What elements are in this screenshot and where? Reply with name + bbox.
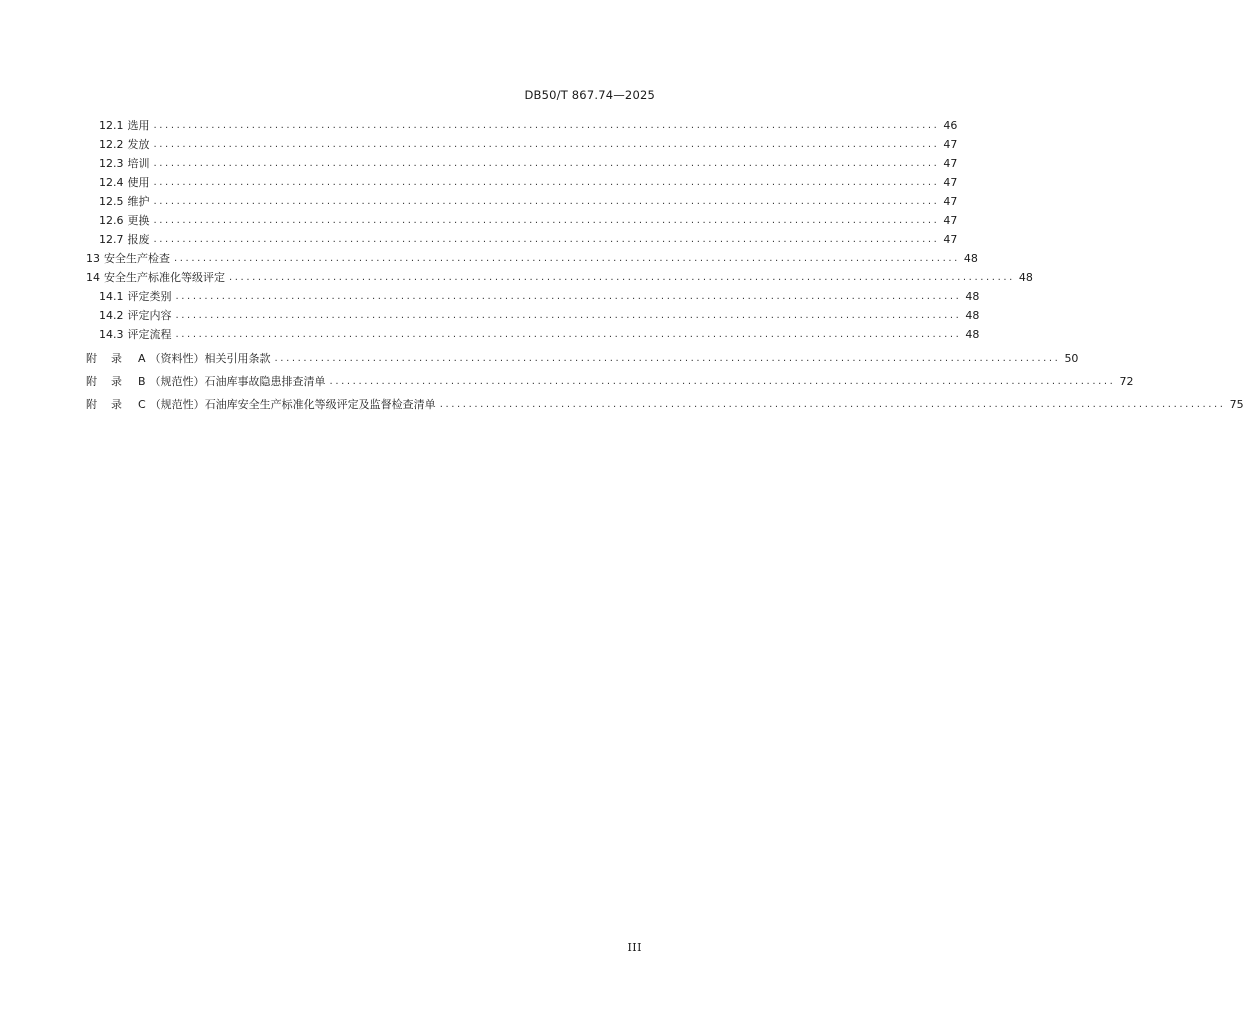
toc-entry[interactable] — [0, 192, 958, 211]
toc-entry[interactable] — [0, 154, 958, 173]
toc-entry-page: 47 — [943, 214, 958, 227]
toc-entry-title: 更换 — [127, 214, 150, 227]
toc-entry-title: 评定流程 — [127, 328, 172, 341]
toc-entry-number: 12.3 — [99, 157, 124, 170]
toc-dot-leader: ........................................................................................................................................ — [153, 120, 940, 131]
toc-entry-number: 14.3 — [99, 328, 124, 341]
toc-annex-prefix-char: 录 — [111, 375, 122, 388]
toc-entry-number: 14 — [86, 271, 100, 284]
toc-entry-title: 安全生产检查 — [104, 252, 170, 265]
toc-entry-page: 48 — [963, 252, 978, 265]
toc-entry[interactable] — [0, 287, 980, 306]
toc-dot-leader: ........................................................................................................................................ — [229, 272, 1015, 283]
toc-entry[interactable] — [0, 268, 1033, 287]
toc-entry-number: 14.2 — [99, 309, 124, 322]
table-of-contents — [0, 116, 1244, 416]
toc-entry-page: 47 — [943, 157, 958, 170]
toc-entry-number: 13 — [86, 252, 100, 265]
toc-entry-page: 47 — [943, 233, 958, 246]
toc-entry-number: 12.4 — [99, 176, 124, 189]
toc-annex-entry[interactable] — [0, 370, 1134, 393]
toc-entry-number: 14.1 — [99, 290, 124, 303]
toc-entry[interactable] — [0, 173, 958, 192]
toc-dot-leader: ........................................................................................................................................ — [439, 399, 1226, 410]
toc-annex-title: 石油库事故隐患排查清单 — [204, 375, 326, 388]
toc-annex-letter: A — [138, 352, 146, 365]
toc-entry[interactable] — [0, 211, 958, 230]
toc-entry-page: 47 — [943, 195, 958, 208]
toc-entry[interactable] — [0, 116, 958, 135]
toc-entry[interactable] — [0, 249, 978, 268]
toc-dot-leader: ........................................................................................................................................ — [329, 376, 1116, 387]
toc-entry-page: 72 — [1119, 375, 1134, 388]
toc-annex-letter: B — [138, 375, 146, 388]
toc-entry-page: 48 — [965, 290, 980, 303]
toc-entry-page: 46 — [943, 119, 958, 132]
toc-dot-leader: ........................................................................................................................................ — [274, 353, 1061, 364]
toc-entry-title: 发放 — [127, 138, 150, 151]
toc-entry[interactable] — [0, 306, 980, 325]
toc-annex-prefix-char: 附 — [86, 398, 97, 411]
toc-entry-page: 47 — [943, 138, 958, 151]
toc-annex-prefix-char: 录 — [111, 398, 122, 411]
toc-entry-title: 评定类别 — [127, 290, 172, 303]
toc-annex-prefix — [86, 347, 122, 370]
toc-entry-title: 选用 — [127, 119, 150, 132]
page-folio: III — [627, 941, 642, 954]
toc-entry-number: 12.1 — [99, 119, 124, 132]
toc-entry[interactable] — [0, 325, 980, 344]
toc-dot-leader: ........................................................................................................................................ — [175, 310, 962, 321]
toc-annex-prefix-char: 附 — [86, 375, 97, 388]
toc-dot-leader: ........................................................................................................................................ — [153, 158, 940, 169]
toc-entry-title: 评定内容 — [127, 309, 172, 322]
toc-entry-page: 48 — [965, 328, 980, 341]
toc-entry-title: 安全生产标准化等级评定 — [104, 271, 225, 284]
toc-entry-title: 培训 — [127, 157, 150, 170]
toc-entry-page: 48 — [965, 309, 980, 322]
toc-entry-page: 48 — [1018, 271, 1033, 284]
toc-annex-prefix-char: 录 — [111, 352, 122, 365]
toc-annex-title: 石油库安全生产标准化等级评定及监督检查清单 — [204, 398, 436, 411]
toc-dot-leader: ........................................................................................................................................ — [153, 139, 940, 150]
toc-annex-prefix — [86, 393, 122, 416]
toc-dot-leader: ........................................................................................................................................ — [153, 215, 940, 226]
toc-entry-page: 50 — [1064, 352, 1079, 365]
toc-annex-nature: （规范性） — [149, 375, 205, 388]
toc-annex-prefix — [86, 370, 122, 393]
toc-annex-title: 相关引用条款 — [204, 352, 271, 365]
toc-annex-nature: （规范性） — [149, 398, 205, 411]
toc-entry-title: 维护 — [127, 195, 150, 208]
toc-annex-nature: （资料性） — [149, 352, 205, 365]
toc-annex-prefix-char: 附 — [86, 352, 97, 365]
toc-entry-number: 12.5 — [99, 195, 124, 208]
toc-entry-number: 12.2 — [99, 138, 124, 151]
toc-entry-page: 75 — [1229, 398, 1244, 411]
toc-entry-number: 12.7 — [99, 233, 124, 246]
toc-dot-leader: ........................................................................................................................................ — [175, 329, 962, 340]
toc-entry-number: 12.6 — [99, 214, 124, 227]
toc-annex-entry[interactable] — [0, 393, 1244, 416]
toc-annex-letter: C — [138, 398, 146, 411]
toc-dot-leader: ........................................................................................................................................ — [175, 291, 962, 302]
toc-entry-title: 报废 — [127, 233, 150, 246]
toc-entry[interactable] — [0, 135, 958, 154]
toc-dot-leader: ........................................................................................................................................ — [153, 196, 940, 207]
toc-dot-leader: ........................................................................................................................................ — [153, 234, 940, 245]
toc-entry[interactable] — [0, 230, 958, 249]
toc-annex-entry[interactable] — [0, 347, 1079, 370]
toc-entry-title: 使用 — [127, 176, 150, 189]
toc-dot-leader: ........................................................................................................................................ — [153, 177, 940, 188]
toc-dot-leader: ........................................................................................................................................ — [174, 253, 960, 264]
document-code: DB50/T 867.74—2025 — [524, 88, 655, 102]
toc-entry-page: 47 — [943, 176, 958, 189]
